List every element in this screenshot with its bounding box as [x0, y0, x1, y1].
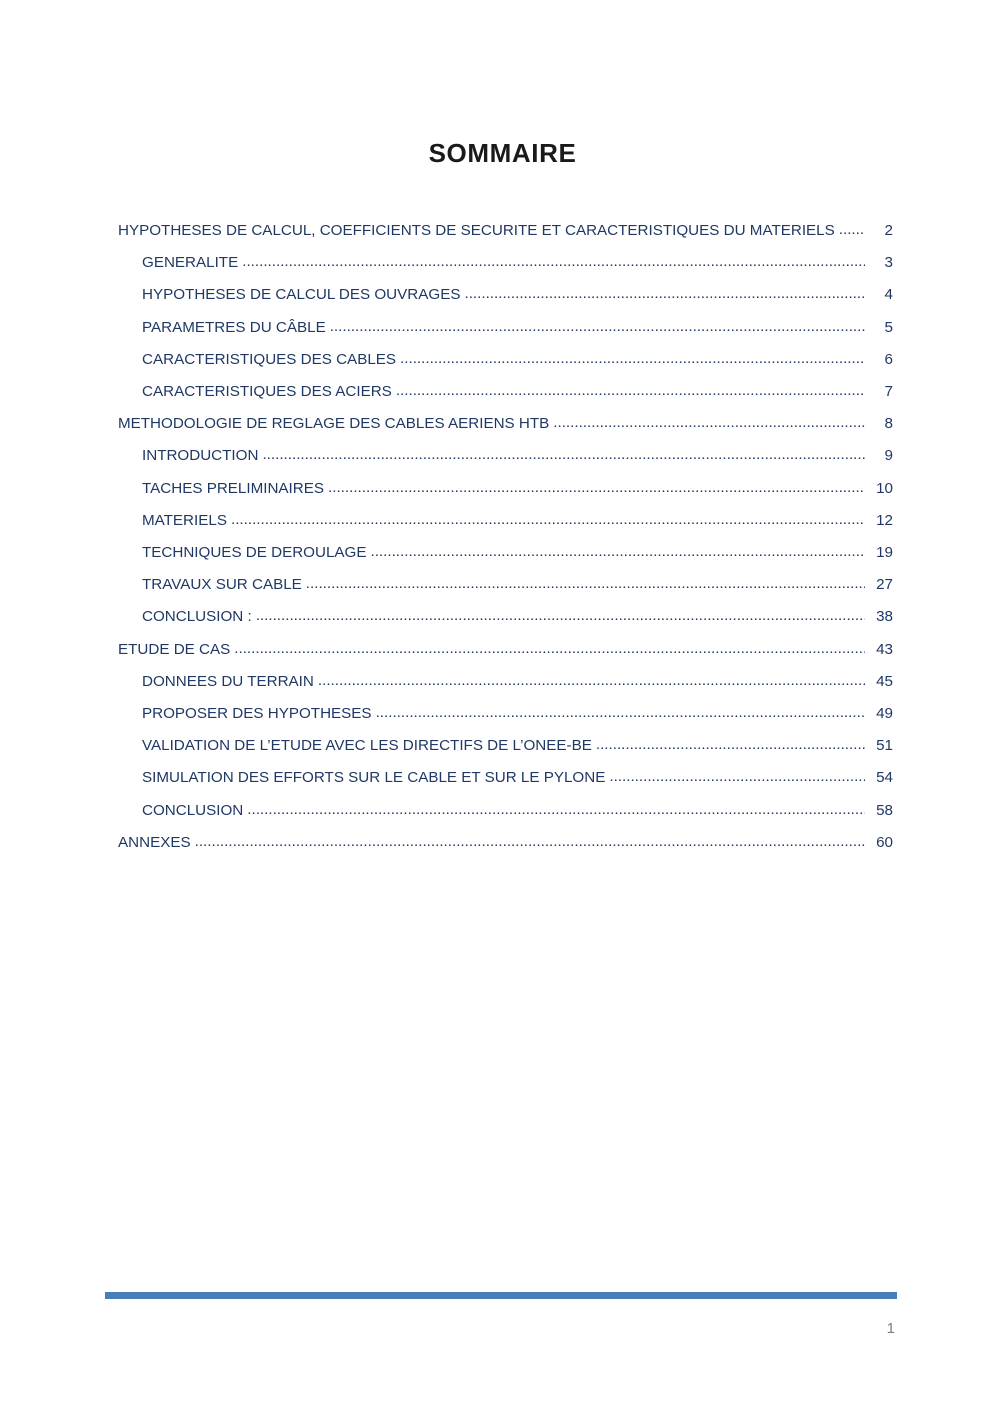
toc-leader-dots	[330, 319, 865, 334]
toc-entry[interactable]	[118, 577, 893, 592]
toc-entry-label: GENERALITE	[142, 254, 239, 272]
toc-entry[interactable]	[118, 384, 893, 399]
toc-leader-dots	[328, 480, 865, 495]
toc-entry[interactable]	[118, 545, 893, 560]
toc-entry-page: 43	[876, 640, 893, 658]
footer-page-number: 1	[886, 1320, 895, 1337]
toc-leader-dots	[306, 576, 865, 591]
toc-leader-dots	[839, 222, 865, 237]
toc-entry-page: 9	[884, 447, 893, 465]
toc-entry-page: 38	[876, 608, 893, 626]
toc-leader-dots	[247, 802, 865, 817]
toc-entry-label: VALIDATION DE L’ETUDE AVEC LES DIRECTIFS DE L’ONEE-BE	[142, 737, 592, 755]
toc-entry-label: TRAVAUX SUR CABLE	[142, 576, 302, 594]
toc-leader-dots	[376, 705, 865, 720]
toc-entry[interactable]	[118, 835, 893, 850]
toc-leader-dots	[256, 608, 865, 623]
toc-entry-page: 4	[884, 286, 893, 304]
toc-entry-page: 60	[876, 833, 893, 851]
toc-entry-page: 19	[876, 544, 893, 562]
footer-divider	[105, 1292, 897, 1299]
toc-entry-page: 54	[876, 769, 893, 787]
toc-entry-page: 58	[876, 801, 893, 819]
toc-entry[interactable]	[118, 642, 893, 657]
page-title: SOMMAIRE	[428, 138, 577, 168]
toc-entry[interactable]	[118, 706, 893, 721]
toc-entry-label: MATERIELS	[142, 511, 227, 529]
toc-leader-dots	[400, 351, 865, 366]
toc-leader-dots	[242, 254, 865, 269]
toc-entry-label: DONNEES DU TERRAIN	[142, 672, 314, 690]
toc-entry[interactable]	[118, 223, 893, 238]
toc-entry[interactable]	[118, 352, 893, 367]
toc-entry-page: 45	[876, 672, 893, 690]
toc-leader-dots	[396, 383, 865, 398]
toc-leader-dots	[195, 834, 865, 849]
toc-entry[interactable]	[118, 674, 893, 689]
toc-leader-dots	[464, 286, 865, 301]
toc-entry-page: 6	[884, 350, 893, 368]
toc-leader-dots	[370, 544, 865, 559]
toc-leader-dots	[318, 673, 865, 688]
toc-entry-label: HYPOTHESES DE CALCUL DES OUVRAGES	[142, 286, 461, 304]
toc-entry-page: 51	[876, 737, 893, 755]
toc-entry-label: HYPOTHESES DE CALCUL, COEFFICIENTS DE SECURITE ET CARACTERISTIQUES DU MATERIELS	[118, 222, 835, 239]
toc-entry-label: PROPOSER DES HYPOTHESES	[142, 705, 372, 723]
toc-leader-dots	[553, 415, 865, 430]
toc-leader-dots	[609, 769, 865, 784]
toc-entry-label: PARAMETRES DU CÂBLE	[142, 318, 326, 336]
toc-entry[interactable]	[118, 287, 893, 302]
toc-entry-label: SIMULATION DES EFFORTS SUR LE CABLE ET SUR LE PYLONE	[142, 769, 606, 787]
toc-entry-page: 8	[884, 415, 893, 433]
toc-entry-label: ANNEXES	[118, 833, 191, 851]
toc-entry[interactable]	[118, 609, 893, 624]
toc-leader-dots	[596, 737, 865, 752]
toc-entry-label: INTRODUCTION	[142, 447, 259, 465]
toc-entry[interactable]	[118, 255, 893, 270]
toc-entry-label: TACHES PRELIMINAIRES	[142, 479, 325, 497]
toc-entry[interactable]	[118, 738, 893, 753]
toc-leader-dots	[262, 447, 865, 462]
toc-entry-page: 10	[876, 479, 893, 497]
toc-entry[interactable]	[118, 803, 893, 818]
toc-entry[interactable]	[118, 481, 893, 496]
toc-entry[interactable]	[118, 448, 893, 463]
toc-entry-label: CONCLUSION	[142, 801, 244, 819]
table-of-contents	[0, 223, 1005, 850]
toc-entry[interactable]	[118, 770, 893, 785]
toc-entry-page: 2	[884, 222, 893, 239]
toc-entry-page: 5	[884, 318, 893, 336]
toc-leader-dots	[234, 641, 865, 656]
toc-entry[interactable]	[118, 320, 893, 335]
toc-entry-label: CONCLUSION :	[142, 608, 252, 626]
toc-entry-label: CARACTERISTIQUES DES CABLES	[142, 350, 397, 368]
toc-entry-page: 27	[876, 576, 893, 594]
toc-leader-dots	[231, 512, 865, 527]
toc-entry-label: TECHNIQUES DE DEROULAGE	[142, 544, 367, 562]
toc-entry-label: ETUDE DE CAS	[118, 640, 231, 658]
toc-entry-label: METHODOLOGIE DE REGLAGE DES CABLES AERIENS HTB	[118, 415, 550, 433]
toc-entry-label: CARACTERISTIQUES DES ACIERS	[142, 383, 392, 401]
toc-entry-page: 49	[876, 705, 893, 723]
toc-entry-page: 12	[876, 511, 893, 529]
toc-entry-page: 7	[884, 383, 893, 401]
toc-entry[interactable]	[118, 416, 893, 431]
toc-entry-page: 3	[884, 254, 893, 272]
toc-entry[interactable]	[118, 513, 893, 528]
